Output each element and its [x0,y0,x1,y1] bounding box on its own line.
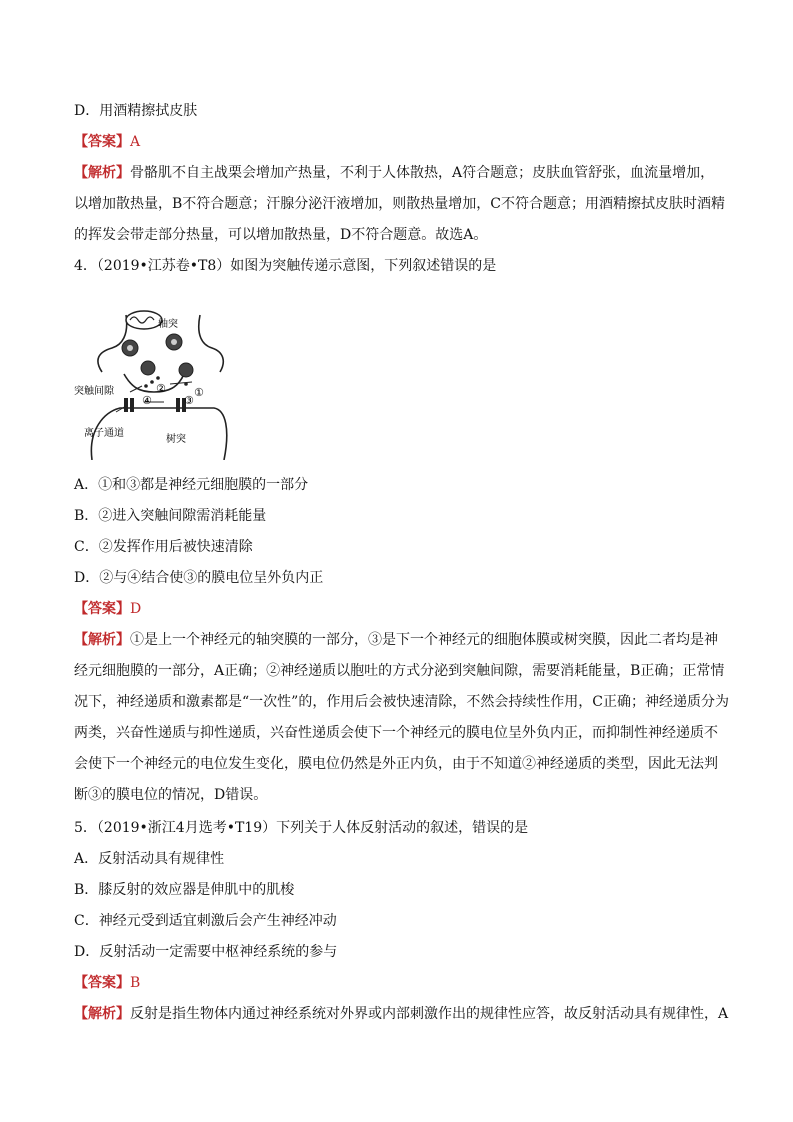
q5-analysis-line [74,1004,729,1024]
analysis-text: 反射是指生物体内通过神经系统对外界或内部刺激作出的规律性应答，故反射活动具有规律性，A [130,1006,729,1022]
analysis-text: ①是上一个神经元的轴突膜的一部分，③是下一个神经元的细胞体膜或树突膜，因此二者均是神 [130,632,718,648]
analysis-tag: 【解析】 [74,632,130,648]
q3-answer [74,132,724,152]
q5-answer [74,973,724,993]
answer-value: B [130,975,141,991]
q4-option-c: C．②发挥作用后被快速清除 [74,539,253,555]
q4-answer [74,599,724,619]
answer-value: A [130,134,141,150]
answer-value: D [130,601,142,617]
q5-option-b: B．膝反射的效应器是伸肌中的肌梭 [74,882,295,898]
q5-stem: 5．（2019•浙江4月选考•T19）下列关于人体反射活动的叙述，错误的是 [74,820,529,836]
q3-analysis-line: 的挥发会带走部分热量，可以增加散热量，D不符合题意。故选A。 [74,227,488,243]
q3-analysis-line [74,163,724,183]
mitochondrion-shape [126,311,162,329]
q4-option-b: B．②进入突触间隙需消耗能量 [74,508,267,524]
q4-option-a: A．①和③都是神经元细胞膜的一部分 [74,477,309,493]
analysis-tag: 【解析】 [74,1006,130,1022]
answer-tag: 【答案】 [74,134,130,150]
label-cleft: 突触间隙 [74,386,114,397]
answer-tag: 【答案】 [74,975,130,991]
analysis-text: 骨骼肌不自主战栗会增加产热量，不利于人体散热，A符合题意；皮肤血管舒张，血流量增加， [130,165,715,181]
q4-option-d: D．②与④结合使③的膜电位呈外负内正 [74,570,324,586]
q4-analysis-line: 断③的膜电位的情况，D错误。 [74,787,268,803]
q3-option-d: D．用酒精擦拭皮肤 [74,103,198,119]
q5-option-c: C．神经元受到适宜刺激后会产生神经冲动 [74,913,337,929]
mark-2: ② [156,382,166,395]
synapse-diagram [74,300,234,460]
label-dendrite: 树突 [166,434,186,445]
q4-analysis-line [74,630,724,650]
label-axon: 轴突 [158,319,178,330]
q3-analysis-line: 以增加散热量，B不符合题意；汗腺分泌汗液增加，则散热量增加，C不符合题意；用酒精擦拭皮肤时酒精 [74,196,725,212]
q4-analysis-line: 会使下一个神经元的电位发生变化，膜电位仍然是外正内负，由于不知道②神经递质的类型，因此无法判 [74,756,718,772]
analysis-tag: 【解析】 [74,165,130,181]
mark-4: ④ [142,394,152,407]
mark-1: ① [194,386,204,399]
q5-option-d: D．反射活动一定需要中枢神经系统的参与 [74,944,338,960]
q4-stem: 4．（2019•江苏卷•T8）如图为突触传递示意图，下列叙述错误的是 [74,258,497,274]
q4-analysis-line: 经元细胞膜的一部分，A正确；②神经递质以胞吐的方式分泌到突触间隙，需要消耗能量，B正确；正常情 [74,663,725,679]
answer-tag: 【答案】 [74,601,130,617]
mark-3: ③ [184,394,194,407]
q4-analysis-line: 况下，神经递质和激素都是“一次性”的，作用后会被快速清除，不然会持续性作用，C正确；神经递质分为 [74,694,730,710]
q4-analysis-line: 两类，兴奋性递质与抑性递质，兴奋性递质会使下一个神经元的膜电位呈外负内正，而抑制性神经递质不 [74,725,718,741]
label-channel: 离子通道 [84,428,124,439]
q5-option-a: A．反射活动具有规律性 [74,851,225,867]
